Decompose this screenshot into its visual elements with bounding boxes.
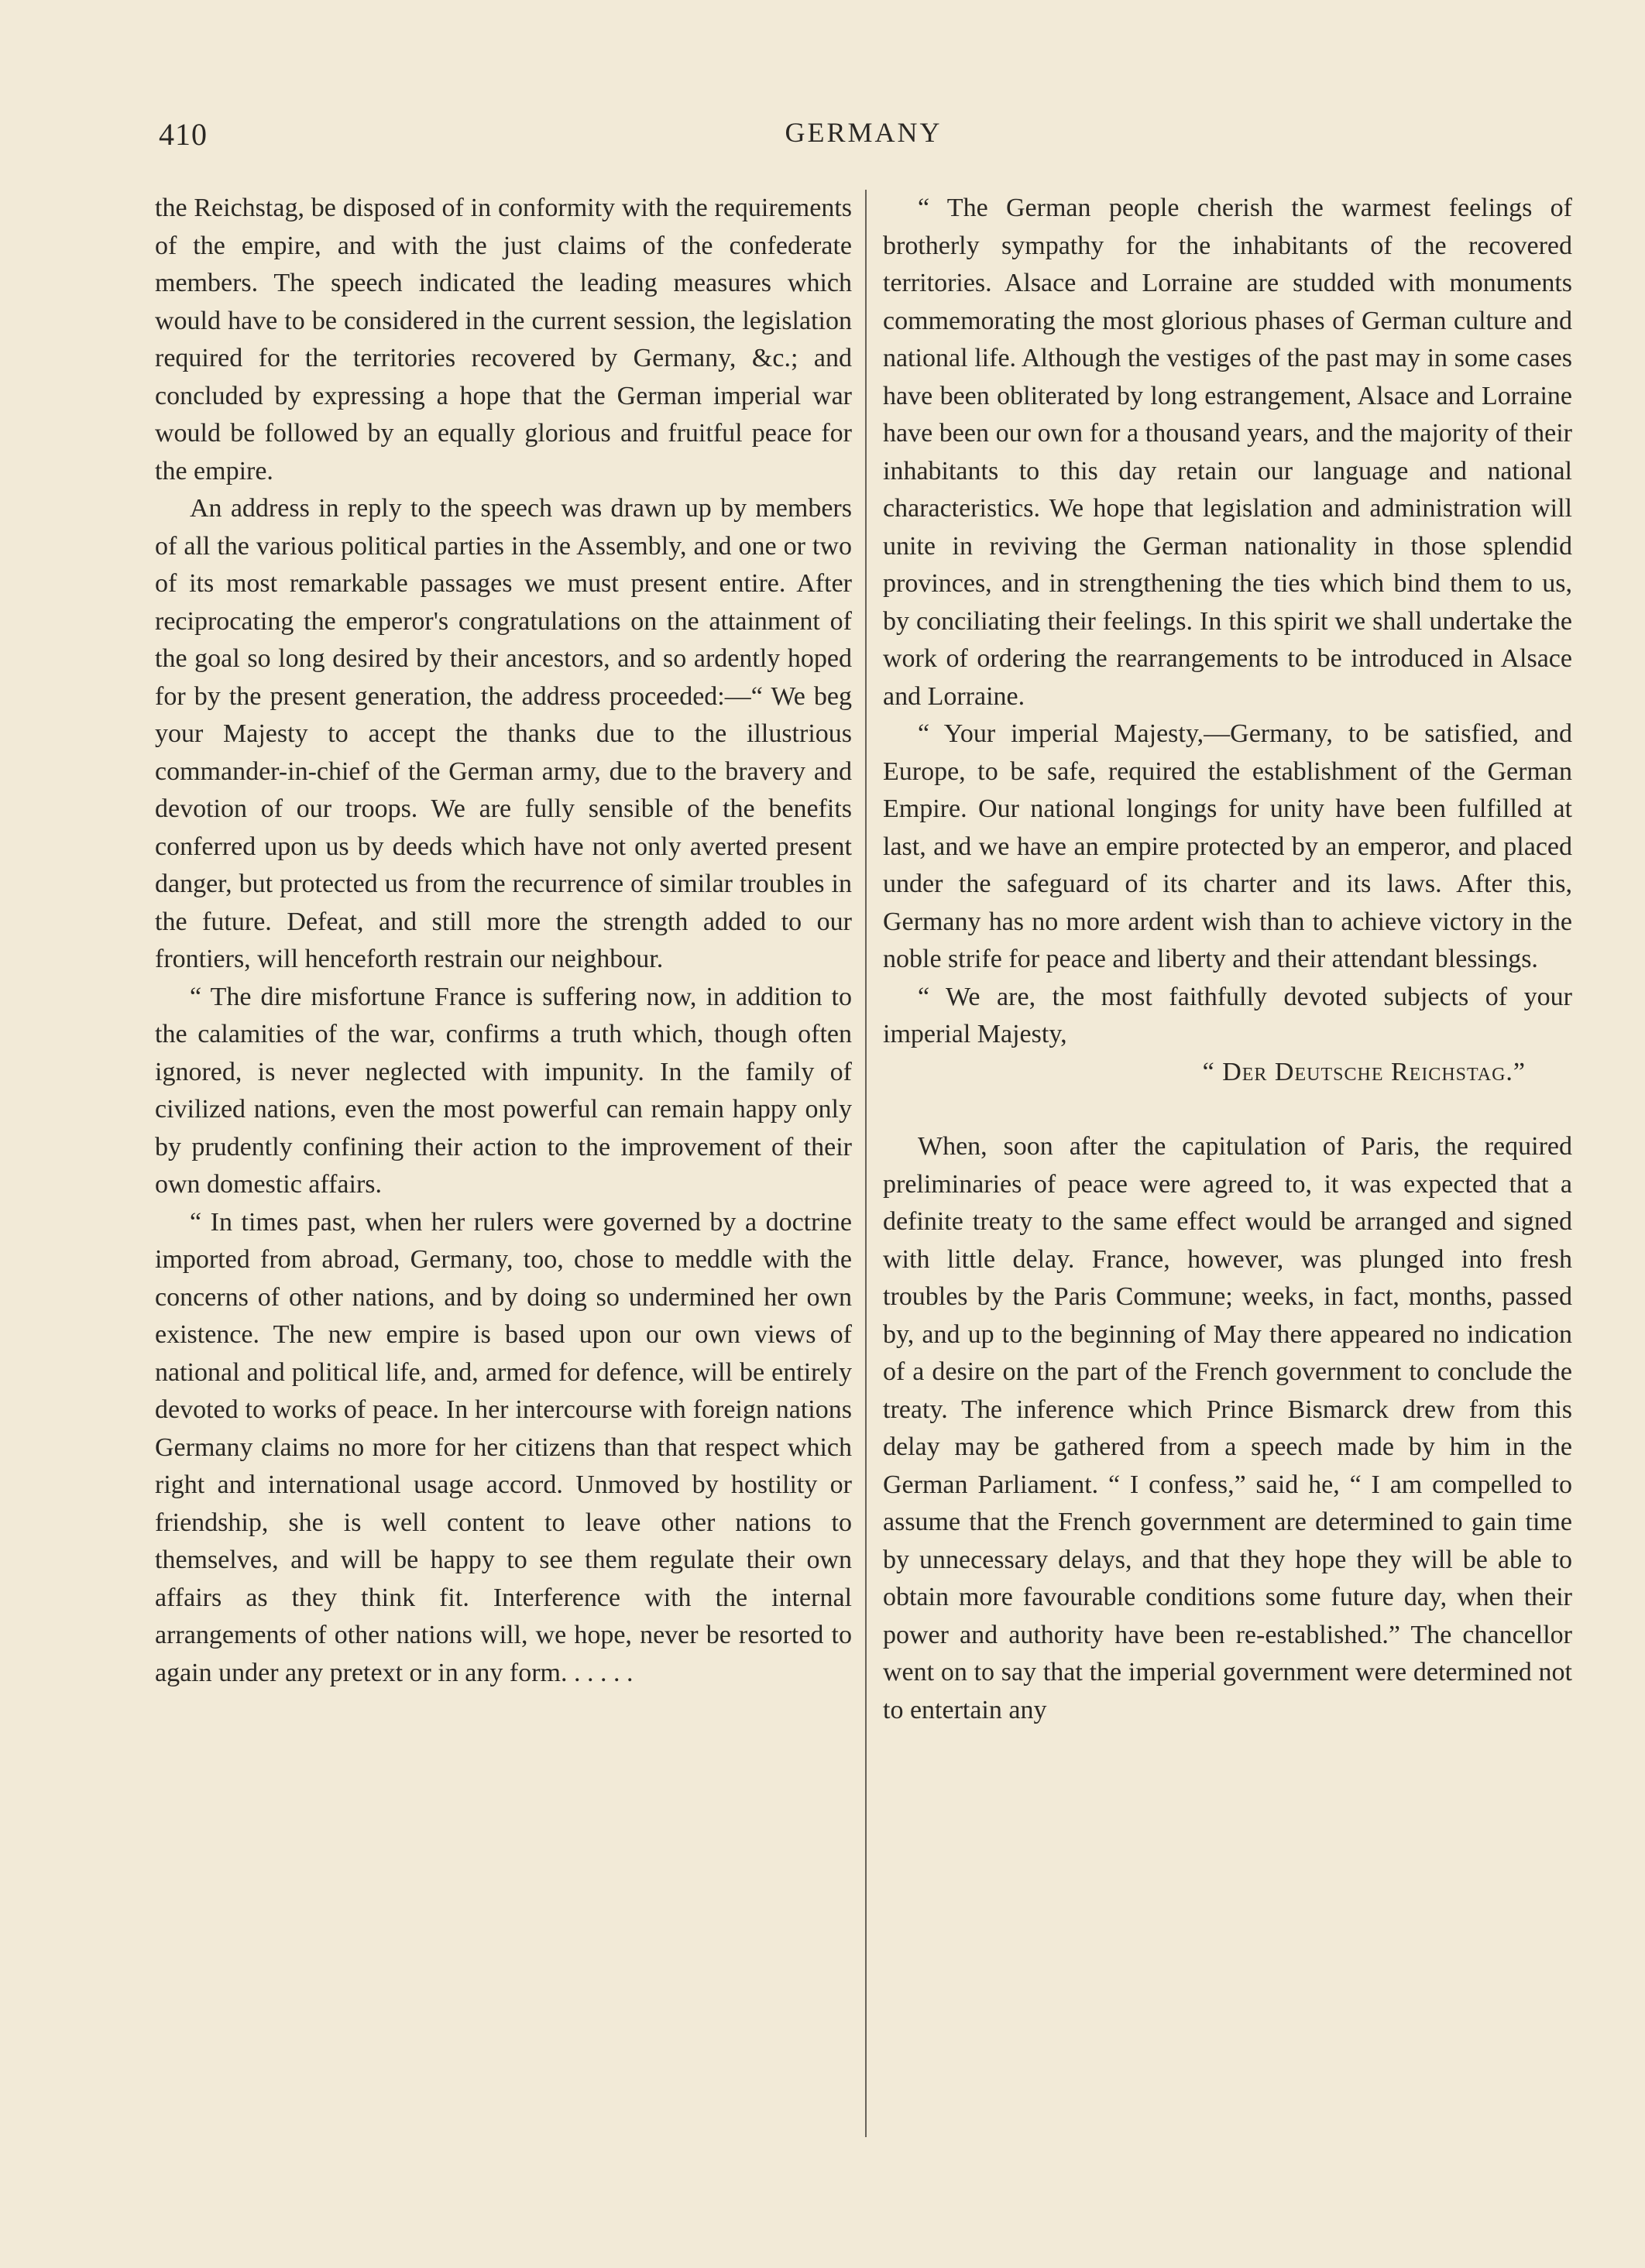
paragraph: An address in reply to the speech was drawn up by members of all the various political parties in the Assembly, and one or two of its most remarkable passages we must present entire. After reciprocating the emperor's congratulations on the attainment of the goal so long desired by their ancestors, and so ardently hoped for by the present generation, the address proceeded:—“ We beg your Majesty to accept the thanks due to the illustrious commander-in-chief of the German army, due to the bravery and devotion of our troops. We are fully sensible of the benefits conferred upon us by deeds which have not only averted present danger, but protected us from the recurrence of similar troubles in the future. Defeat, and still more the strength added to our frontiers, will henceforth restrain our neighbour. — [155, 494, 852, 973]
column-divider — [865, 190, 867, 2137]
paragraph: the Reichstag, be disposed of in conformity with the requirements of the empire, and with the just claims of the confederate members. The speech indicated the leading measures which would have to be considered in the current session, the legislation required for the territories recovered by Germany, &c.; and concluded by expressing a hope that the German imperial war would be followed by an equally glorious and fruitful peace for the empire. — [155, 194, 852, 486]
running-head: GERMANY — [785, 117, 943, 148]
paragraph: “ The German people cherish the warmest feelings of brotherly sympathy for the inhabitants of the recovered territories. Alsace and Lorraine are studded with monuments commemorating the most glorious phases of German culture and national life. Although the vestiges of the past may in some cases have been obliterated by long estrangement, Alsace and Lorraine have been our own for a thousand years, and the majority of their inhabitants to this day retain our language and national characteristics. We hope that legislation and administration will unite in reviving the German nationality in those splendid provinces, and in strengthening the ties which bind them to us, by conciliating their feelings. In this spirit we shall undertake the work of ordering the rearrangements to be introduced in Alsace and Lorraine. — [883, 194, 1572, 711]
page-header — [159, 116, 1568, 163]
paragraph: “ We are, the most faithfully devoted subjects of your imperial Majesty, — [883, 982, 1572, 1048]
signature: “ Der Deutsche Reichstag.” — [1202, 1057, 1526, 1086]
paragraph: When, soon after the capitulation of Paris, the required preliminaries of peace were agreed to, it was expected that a definite treaty to the same effect would be arranged and signed with little delay. France, however, was plunged into fresh troubles by the Paris Commune; weeks, in fact, months, passed by, and up to the beginning of May there appeared no indication of a desire on the part of the French government to conclude the treaty. The inference which Prince Bismarck drew from this delay may be gathered from a speech made by him in the German Parliament. “ I confess,” said he, “ I am compelled to assume that the French government are determined to gain time by unnecessary delays, and that they hope they will be able to obtain more favourable conditions some future day, when their power and authority have been re-established.” The chancellor went on to say that the imperial government were determined not to entertain any — [883, 1132, 1572, 1724]
left-column — [155, 190, 852, 1692]
paragraph: “ The dire misfortune France is suffering now, in addition to the calamities of the war, confirms a truth which, though often ignored, is never neglected with impunity. In the family of civilized nations, even the most powerful can remain happy only by prudently confining their action to the improvement of their own domestic affairs. — [155, 982, 852, 1199]
right-column — [883, 190, 1572, 1729]
paragraph: “ Your imperial Majesty,—Germany, to be satisfied, and Europe, to be safe, required the establishment of the German Empire. Our national longings for unity have been fulfilled at last, and we have an empire protected by an emperor, and placed under the safeguard of its charter and its laws. After this, Germany has no more ardent wish than to achieve victory in the noble strife for peace and liberty and their attendant blessings. — [883, 719, 1572, 973]
page-number: 410 — [159, 117, 208, 152]
paragraph: “ In times past, when her rulers were governed by a doctrine imported from abroad, Germany, too, chose to meddle with the concerns of other nations, and by doing so undermined her own existence. The new empire is based upon our own views of national and political life, and, armed for defence, will be entirely devoted to works of peace. In her intercourse with foreign nations Germany claims no more for her citizens than that respect which right and international usage accord. Unmoved by hostility or friendship, she is well content to leave other nations to themselves, and will be happy to see them regulate their own affairs as they think fit. Interference with the internal arrangements of other nations will, we hope, never be resorted to again under any pretext or in any form. . . . . . — [155, 1207, 852, 1687]
